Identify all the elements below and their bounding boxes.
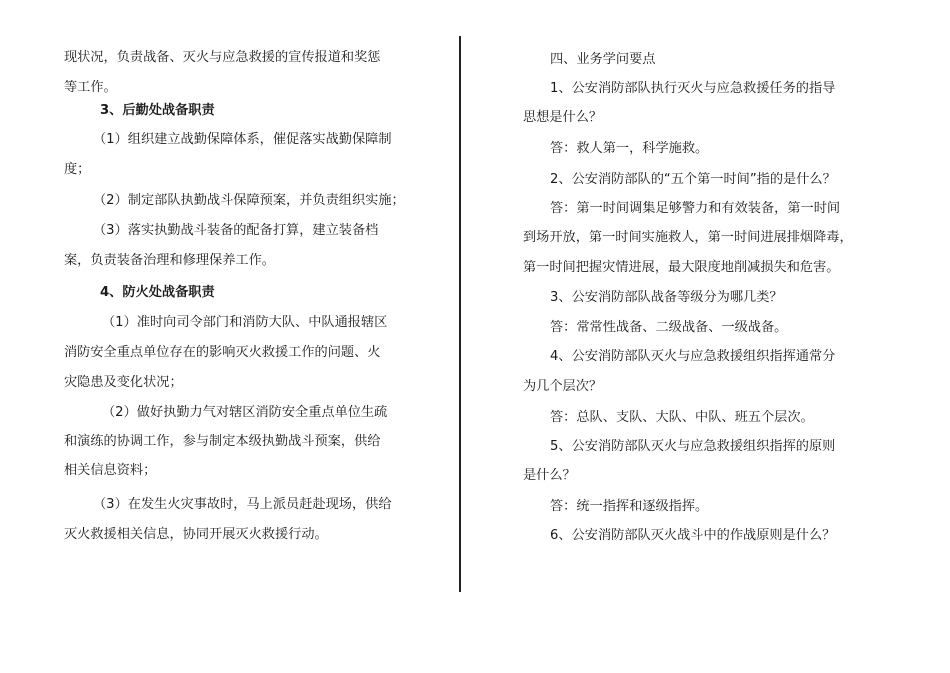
question-line: 6、公安消防部队灭火战斗中的作战原则是什么？	[550, 528, 836, 543]
text-line: （1）组织建立战勤保障体系，催促落实战勤保障制	[93, 132, 392, 147]
text-line: 等工作。	[64, 80, 117, 95]
text-line: 和演练的协调工作，参与制定本级执勤战斗预案，供给	[64, 434, 381, 449]
answer-line: 答：总队、支队、大队、中队、班五个层次。	[550, 410, 814, 425]
text-line: 消防安全重点单位存在的影响灭火救援工作的问题、火	[64, 345, 381, 360]
text-line: （1）准时向司令部门和消防大队、中队通报辖区	[102, 315, 388, 330]
text-line: 现状况，负责战备、灭火与应急救援的宣传报道和奖惩	[64, 50, 381, 65]
question-line: 1、公安消防部队执行灭火与应急救援任务的指导	[550, 81, 836, 96]
text-line: 灾隐患及变化状况；	[64, 375, 183, 390]
answer-line: 第一时间把握灾情进展，最大限度地削减损失和危害。	[523, 260, 840, 275]
section-heading-logistics: 3、后勤处战备职责	[100, 103, 215, 118]
text-line: （3）落实执勤战斗装备的配备打算，建立装备档	[93, 223, 379, 238]
answer-line: 答：救人第一，科学施救。	[550, 141, 709, 156]
answer-line: 答：统一指挥和逐级指挥。	[550, 499, 709, 514]
text-line: （2）制定部队执勤战斗保障预案，并负责组织实施；	[93, 193, 405, 208]
answer-line: 到场开放，第一时间实施救人，第一时间进展排烟降毒，	[523, 230, 853, 245]
text-line: （2）做好执勤力气对辖区消防安全重点单位生疏	[102, 405, 388, 420]
text-line: （3）在发生火灾事故时，马上派员赶赴现场，供给	[93, 497, 392, 512]
section-heading-knowledge: 四、业务学问要点	[550, 52, 656, 67]
text-line: 案，负责装备治理和修理保养工作。	[64, 253, 275, 268]
question-line: 是什么？	[523, 468, 576, 483]
question-line: 为几个层次？	[523, 379, 603, 394]
text-line: 灭火救援相关信息，协同开展灭火救援行动。	[64, 527, 328, 542]
text-line: 度；	[64, 162, 91, 177]
question-line: 3、公安消防部队战备等级分为哪几类？	[550, 290, 783, 305]
question-line: 5、公安消防部队灭火与应急救援组织指挥的原则	[550, 439, 836, 454]
question-line: 4、公安消防部队灭火与应急救援组织指挥通常分	[550, 349, 836, 364]
answer-line: 答：常常性战备、二级战备、一级战备。	[550, 320, 788, 335]
column-divider	[459, 36, 461, 592]
section-heading-fire-prevention: 4、防火处战备职责	[100, 285, 215, 300]
text-line: 相关信息资料；	[64, 463, 157, 478]
question-line: 2、公安消防部队的“五个第一时间”指的是什么？	[550, 172, 836, 187]
question-line: 思想是什么？	[523, 110, 603, 125]
answer-line: 答：第一时间调集足够警力和有效装备，第一时间	[550, 201, 841, 216]
